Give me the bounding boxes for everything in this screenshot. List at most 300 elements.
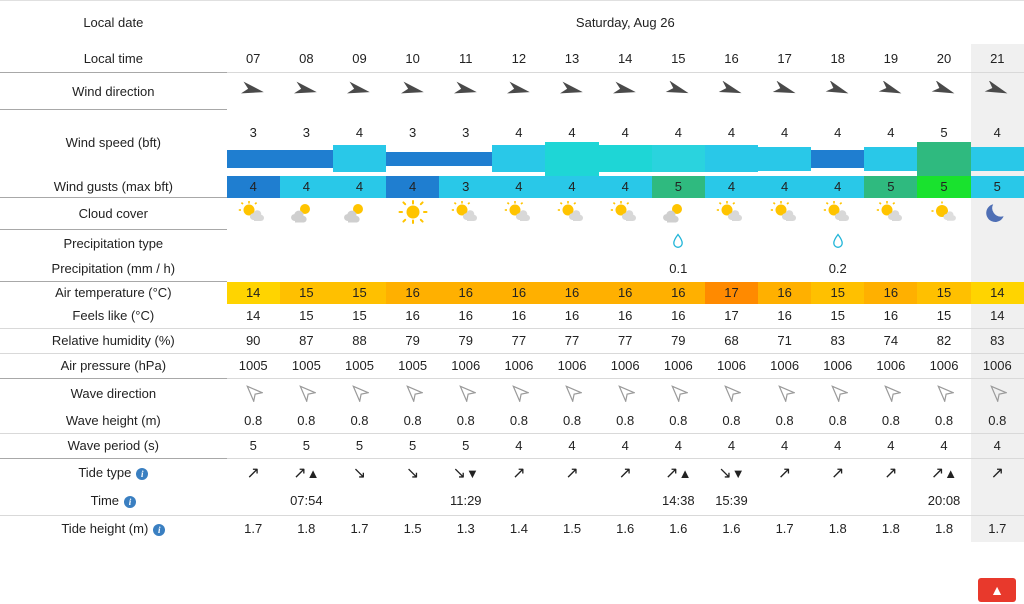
cloud-icon-cell [227,198,280,230]
temp-value: 14 [227,282,280,304]
precip-cell [227,230,280,257]
local-date-label: Local date [83,14,144,30]
tide-symbol-low: ↘▼ [452,464,479,482]
tide-height-value: 1.5 [563,521,582,536]
wind-direction-arrow [599,73,652,110]
pressure-value: 1006 [599,353,652,378]
temp-value: 16 [864,282,917,304]
cloud-icon-cell [599,198,652,230]
tide-height-value: 1.6 [722,521,741,536]
gust-value: 5 [652,176,705,198]
cloud-sun-icon [661,200,695,224]
wave-arrow-cell [333,378,386,409]
wind-speed-numbers-row [0,110,1024,142]
wave-height-value: 0.8 [545,409,598,434]
wave-period-value: 5 [439,433,492,458]
precip-cell [705,230,758,257]
tide-time-value: 11:29 [439,487,492,516]
tide-time-value [599,487,652,516]
hour-cell: 19 [864,44,917,73]
wind-direction-arrow [758,73,811,110]
wind-gusts-label: Wind gusts (max bft) [0,176,227,198]
pressure-value: 1006 [492,353,545,378]
precip-cell [386,230,439,257]
wave-direction-label: Wave direction [70,386,157,401]
info-icon[interactable]: i [136,468,148,480]
precip-type-label: Precipitation type [63,235,164,251]
wave-arrow-cell [758,378,811,409]
feels-like-value: 14 [971,304,1024,329]
precip-amount-cell [545,256,598,282]
precip-amount-cell [333,256,386,282]
wave-arrow-icon [828,382,848,402]
sun-cloud-icon [236,200,270,224]
wind-speed-value: 4 [355,124,364,140]
tide-symbol: ↗ [884,464,898,482]
sun-cloud-icon [714,200,748,224]
wind-speed-value: 3 [249,124,257,140]
wind-speed-value: 4 [887,124,895,140]
precip-amount-cell [864,256,917,282]
wave-direction-row [0,378,1024,409]
wave-arrow-cell [599,378,652,409]
tide-type-label: Tide type [78,465,132,480]
cloud-icon-cell [705,198,758,230]
hour-cell: 11 [439,44,492,73]
pressure-value: 1005 [333,353,386,378]
tide-symbol-high: ↗▲ [665,464,692,482]
wind-direction-arrow [652,73,705,110]
humidity-value: 88 [333,328,386,353]
temp-value: 16 [386,282,439,304]
precip-amount-cell [971,256,1024,282]
wave-height-value: 0.8 [811,409,864,434]
precip-cell [917,230,970,257]
cloud-icon-cell [333,198,386,230]
wind-speed-value: 4 [780,124,789,140]
feels-like-value: 16 [439,304,492,329]
precip-cell [280,230,333,257]
wave-period-value: 4 [971,433,1024,458]
gust-value: 4 [811,176,864,198]
tide-height-value: 1.8 [297,521,316,536]
wave-period-value: 5 [333,433,386,458]
info-icon[interactable]: i [153,524,165,536]
humidity-value: 68 [705,328,758,353]
wind-speed-value: 4 [727,124,736,140]
precip-amount-row [0,256,1024,282]
pressure-value: 1005 [227,353,280,378]
scroll-to-top-button[interactable] [978,578,1016,602]
humidity-value: 87 [280,328,333,353]
tide-height-label: Tide height (m) [61,521,149,536]
gust-value: 4 [386,176,439,198]
precip-amount-cell [280,256,333,282]
hour-cell: 12 [492,44,545,73]
sun-cloud-icon [608,200,642,224]
top-divider [0,0,1024,1]
tide-symbol-high: ↗▲ [930,464,958,482]
wind-direction-label: Wind direction [0,73,227,110]
wave-arrow-cell [705,378,758,409]
tide-height-value: 1.8 [828,521,847,536]
moon-icon [980,200,1014,224]
wind-speed-value: 5 [940,124,948,140]
cloud-cover-row [0,198,1024,230]
temp-value: 16 [492,282,545,304]
cloud-icon-cell [652,198,705,230]
humidity-value: 77 [492,328,545,353]
tide-symbol: ↗ [831,464,845,482]
tide-time-value [864,487,917,516]
feels-like-value: 16 [864,304,917,329]
tide-height-value: 1.6 [616,521,635,536]
cloud-icon-cell [811,198,864,230]
feels-like-value: 15 [333,304,386,329]
wind-direction-arrow [864,73,917,110]
sun-cloud-icon [555,200,589,224]
wave-height-value: 0.8 [705,409,758,434]
tide-height-value: 1.5 [403,521,422,536]
wave-height-label: Wave height (m) [0,409,227,434]
wave-arrow-icon [509,382,529,402]
precip-cell [599,230,652,257]
wind-speed-bar [386,142,439,176]
arrow-icon [931,81,957,97]
tide-symbol-high: ↗▲ [293,464,320,482]
sun-cloud-icon [821,200,855,224]
arrow-icon [400,81,426,97]
wave-arrow-cell [971,378,1024,409]
cloud-icon-cell [386,198,439,230]
wave-arrow-icon [934,382,954,402]
precip-amount-label: Precipitation (mm / h) [0,256,227,282]
tide-height-value: 1.4 [509,521,528,536]
wind-speed-value: 4 [834,124,842,140]
wave-height-value: 0.8 [652,409,705,434]
wave-period-value: 4 [599,433,652,458]
wind-speed-value: 4 [515,124,523,140]
feels-like-value: 16 [492,304,545,329]
precip-amount-cell [758,256,811,282]
wave-period-value: 5 [386,433,439,458]
wave-arrow-icon [243,382,263,402]
precip-amount-cell [386,256,439,282]
arrow-icon [559,81,585,97]
wind-direction-arrow [705,73,758,110]
wave-period-row [0,433,1024,458]
tide-time-value [227,487,280,516]
sun-icon [396,200,430,224]
wind-direction-arrow [492,73,545,110]
tide-height-value: 1.6 [669,521,688,536]
wave-arrow-cell [811,378,864,409]
tide-time-value: 15:39 [705,487,758,516]
wind-direction-arrow [439,73,492,110]
feels-like-row [0,304,1024,329]
pressure-value: 1006 [971,353,1024,378]
wind-speed-bar [280,142,333,176]
pressure-value: 1006 [758,353,811,378]
tide-symbol: ↗ [971,458,1024,487]
wave-arrow-icon [403,382,423,402]
feels-like-value: 16 [758,304,811,329]
wave-arrow-icon [775,382,795,402]
pressure-value: 1006 [652,353,705,378]
tide-height-value: 1.3 [456,521,475,536]
tide-symbol: ↘ [352,464,367,482]
humidity-value: 90 [227,328,280,353]
wind-speed-value: 3 [462,124,470,140]
humidity-value: 83 [971,328,1024,353]
wave-height-value: 0.8 [492,409,545,434]
cloud-icon-cell [758,198,811,230]
temp-value: 17 [705,282,758,304]
tide-height-value: 1.8 [881,521,900,536]
hour-cell: 15 [652,44,705,73]
feels-like-value: 17 [705,304,758,329]
wind-speed-bar [545,142,598,176]
wave-period-value: 4 [811,433,864,458]
hour-cell: 09 [333,44,386,73]
temp-value: 16 [599,282,652,304]
wave-arrow-icon [987,382,1007,402]
air-pressure-label: Air pressure (hPa) [0,353,227,378]
wind-speed-label: Wind speed (bft) [65,135,161,151]
arrow-icon [453,81,479,97]
wind-speed-bar [227,142,280,176]
tide-time-value [811,487,864,516]
feels-like-value: 16 [545,304,598,329]
wave-height-value: 0.8 [280,409,333,434]
wave-period-value: 5 [227,433,280,458]
wave-period-value: 4 [917,433,970,458]
tide-time-value: 20:08 [917,487,970,516]
wave-period-value: 4 [864,433,917,458]
wave-arrow-cell [439,378,492,409]
precip-cell [333,230,386,257]
date-value: Saturday, Aug 26 [575,14,675,30]
arrow-icon [984,81,1010,97]
feels-like-value: 15 [280,304,333,329]
raindrop-icon [672,233,684,249]
feels-like-value: 16 [652,304,705,329]
wind-direction-row [0,73,1024,110]
wave-height-value: 0.8 [333,409,386,434]
wave-height-value: 0.8 [386,409,439,434]
temp-value: 15 [811,282,864,304]
wave-period-label: Wave period (s) [0,433,227,458]
pressure-value: 1006 [439,353,492,378]
sun-cloud-icon [768,200,802,224]
wave-period-value: 4 [705,433,758,458]
arrow-icon [718,81,744,97]
tide-time-value [386,487,439,516]
wind-direction-arrow [333,73,386,110]
tide-time-value [333,487,386,516]
wind-speed-value: 4 [971,110,1024,142]
tide-symbol: ↗ [512,464,526,482]
humidity-value: 71 [758,328,811,353]
precip-cell [811,230,864,257]
pressure-value: 1006 [545,353,598,378]
hour-cell: 20 [917,44,970,73]
cloud-cover-label: Cloud cover [0,198,227,230]
pressure-value: 1006 [917,353,970,378]
wave-arrow-cell [864,378,917,409]
cloud-icon-cell [280,198,333,230]
tide-time-label: Time [90,493,120,508]
tide-time-value [758,487,811,516]
temp-value: 16 [439,282,492,304]
wind-speed-bar [439,142,492,176]
humidity-value: 82 [917,328,970,353]
tide-symbol: ↗ [777,464,792,482]
wave-height-value: 0.8 [864,409,917,434]
wave-arrow-cell [386,378,439,409]
precip-amount-cell [227,256,280,282]
temp-value: 16 [758,282,811,304]
gust-value: 4 [599,176,652,198]
gust-value: 4 [758,176,811,198]
wave-period-value: 4 [652,433,705,458]
local-time-row [0,44,1024,73]
cloud-icon-cell [545,198,598,230]
gust-value: 3 [439,176,492,198]
gust-value: 4 [333,176,386,198]
hour-cell: 10 [386,44,439,73]
humidity-value: 79 [652,328,705,353]
cloud-icon-cell [917,198,970,230]
wave-arrow-icon [296,382,316,402]
air-temperature-label: Air temperature (°C) [55,285,172,301]
arrow-icon [665,81,691,97]
arrow-icon [825,81,851,97]
cloud-icon-cell [492,198,545,230]
hour-cell: 21 [971,44,1024,73]
wave-height-value: 0.8 [227,409,280,434]
info-icon[interactable]: i [124,496,136,508]
wind-gusts-row [0,176,1024,198]
wind-direction-arrow [545,73,598,110]
precip-type-row [0,230,1024,257]
gust-value: 4 [705,176,758,198]
hour-cell: 14 [599,44,652,73]
tide-height-value: 1.8 [934,521,954,536]
air-temperature-row [0,282,1024,304]
wave-height-value: 0.8 [758,409,811,434]
wind-direction-arrow [971,73,1024,110]
wind-speed-bar [864,142,917,176]
temp-value: 15 [917,282,970,304]
feels-like-value: 14 [227,304,280,329]
wind-direction-arrow [227,73,280,110]
sun-cloud-icon [502,200,536,224]
wave-height-row [0,409,1024,434]
temp-value: 16 [545,282,598,304]
arrow-icon [612,81,638,97]
tide-symbol-low: ↘▼ [718,464,745,482]
temp-value: 15 [280,282,333,304]
gust-value: 4 [492,176,545,198]
tide-time-value: 14:38 [652,487,705,516]
humidity-value: 79 [386,328,439,353]
tide-symbol: ↘ [405,464,420,482]
tide-time-value [492,487,545,516]
wind-direction-arrow [280,73,333,110]
wind-speed-bar [333,142,386,176]
precip-amount-cell [917,256,970,282]
tide-time-value: 07:54 [280,487,333,516]
scroll-up-icon: ▲ [990,582,1004,598]
wind-speed-value: 3 [409,124,417,140]
tide-time-value [545,487,598,516]
gust-value: 5 [864,176,917,198]
precip-cell [758,230,811,257]
wind-speed-value: 4 [674,124,682,140]
humidity-value: 77 [545,328,598,353]
air-pressure-row [0,353,1024,378]
precip-amount-cell [705,256,758,282]
pressure-value: 1006 [705,353,758,378]
precip-amount-cell: 0.1 [669,261,688,277]
wave-height-value: 0.8 [917,409,970,434]
wind-speed-bar [758,142,811,176]
temp-value: 16 [652,282,705,304]
tide-height-value: 1.7 [350,521,369,536]
wind-speed-bar [599,142,652,176]
tide-symbol: ↗ [618,464,632,482]
relative-humidity-row [0,328,1024,353]
local-time-label: Local time [0,44,227,73]
gust-value: 4 [280,176,333,198]
feels-like-label: Feels like (°C) [0,304,227,329]
wind-speed-bar [705,142,758,176]
wave-arrow-cell [545,378,598,409]
cloud-icon-cell [864,198,917,230]
wave-arrow-icon [881,382,901,402]
feels-like-value: 16 [386,304,439,329]
wind-speed-bar [917,142,970,176]
pressure-value: 1005 [280,353,333,378]
cloud-icon-cell [971,198,1024,230]
wave-height-value: 0.8 [439,409,492,434]
precip-cell [652,230,705,257]
tide-height-value: 1.7 [244,521,263,536]
wave-period-value: 4 [758,433,811,458]
wind-direction-arrow [386,73,439,110]
arrow-icon [240,81,266,97]
hour-cell: 18 [811,44,864,73]
gust-value: 5 [971,176,1024,198]
wave-arrow-icon [562,382,582,402]
wave-arrow-cell [492,378,545,409]
precip-cell [439,230,492,257]
arrow-icon [506,81,532,97]
feels-like-value: 16 [599,304,652,329]
wave-period-value: 4 [492,433,545,458]
tide-height-row [0,515,1024,542]
precip-amount-cell [439,256,492,282]
wave-arrow-icon [668,382,688,402]
tide-height-value: 1.7 [971,515,1024,542]
gust-value: 5 [917,176,970,198]
pressure-value: 1005 [386,353,439,378]
wave-period-value: 5 [280,433,333,458]
arrow-icon [878,81,904,97]
arrow-icon [346,81,372,97]
raindrop-icon [832,233,844,249]
